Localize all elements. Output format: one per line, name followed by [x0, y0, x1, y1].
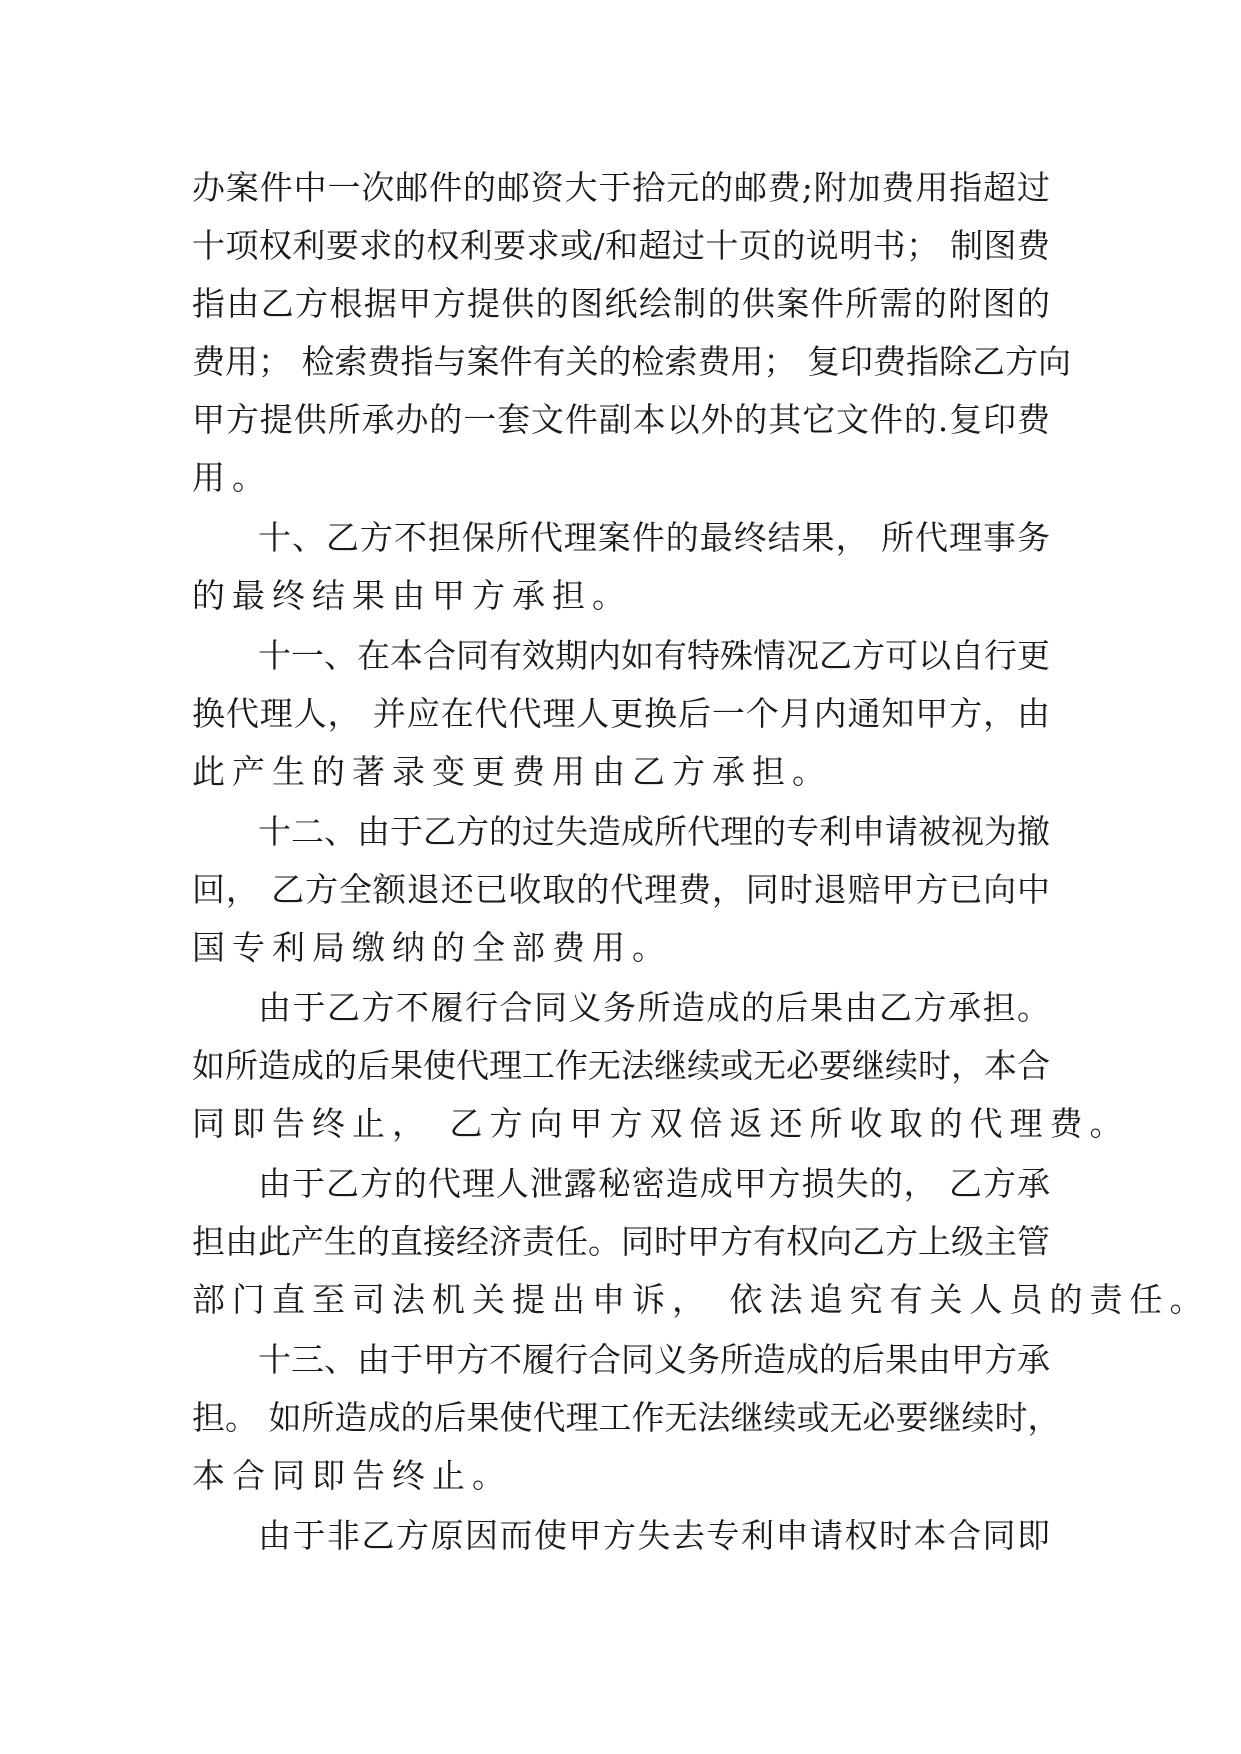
text-line: 此产生的著录变更费用由乙方承担。 [192, 752, 832, 791]
clause-heading-10: 十、乙方不担保所代理案件的最终结果， 所代理事务 [258, 518, 1050, 557]
text-line: 用。 [192, 458, 272, 497]
text-line: 担由此产生的直接经济责任。同时甲方有权向乙方上级主管 [192, 1222, 1050, 1261]
text-line: 甲方提供所承办的一套文件副本以外的其它文件的.复印费 [192, 400, 1050, 439]
text-line: 本合同即告终止。 [192, 1456, 512, 1495]
paragraph-start: 由于非乙方原因而使甲方失去专利申请权时本合同即 [258, 1516, 1050, 1555]
text-line: 国专利局缴纳的全部费用。 [192, 928, 672, 967]
text-line: 部门直至司法机关提出申诉， 依法追究有关人员的责任。 [192, 1280, 1210, 1319]
text-line: 同即告终止， 乙方向甲方双倍返还所收取的代理费。 [192, 1104, 1130, 1143]
text-line: 担。 如所造成的后果使代理工作无法继续或无必要继续时， [192, 1398, 1061, 1437]
text-line: 指由乙方根据甲方提供的图纸绘制的供案件所需的附图的 [192, 284, 1050, 323]
text-line: 回， 乙方全额退还已收取的代理费，同时退赔甲方已向中 [192, 870, 1050, 909]
text-line: 如所造成的后果使代理工作无法继续或无必要继续时，本合 [192, 1046, 1050, 1085]
paragraph-start: 由于乙方不履行合同义务所造成的后果由乙方承担。 [258, 988, 1050, 1027]
clause-heading-13: 十三、由于甲方不履行合同义务所造成的后果由甲方承 [258, 1340, 1050, 1379]
paragraph-start: 由于乙方的代理人泄露秘密造成甲方损失的， 乙方承 [258, 1164, 1050, 1203]
text-line: 十项权利要求的权利要求或/和超过十页的说明书； 制图费 [192, 226, 1050, 265]
text-line: 办案件中一次邮件的邮资大于拾元的邮费;附加费用指超过 [192, 168, 1050, 207]
clause-heading-12: 十二、由于乙方的过失造成所代理的专利申请被视为撤 [258, 812, 1050, 851]
text-line: 费用； 检索费指与案件有关的检索费用； 复印费指除乙方向 [192, 342, 1071, 381]
clause-heading-11: 十一、在本合同有效期内如有特殊情况乙方可以自行更 [258, 636, 1050, 675]
text-line: 换代理人， 并应在代代理人更换后一个月内通知甲方，由 [192, 694, 1050, 733]
text-line: 的最终结果由甲方承担。 [192, 576, 632, 615]
